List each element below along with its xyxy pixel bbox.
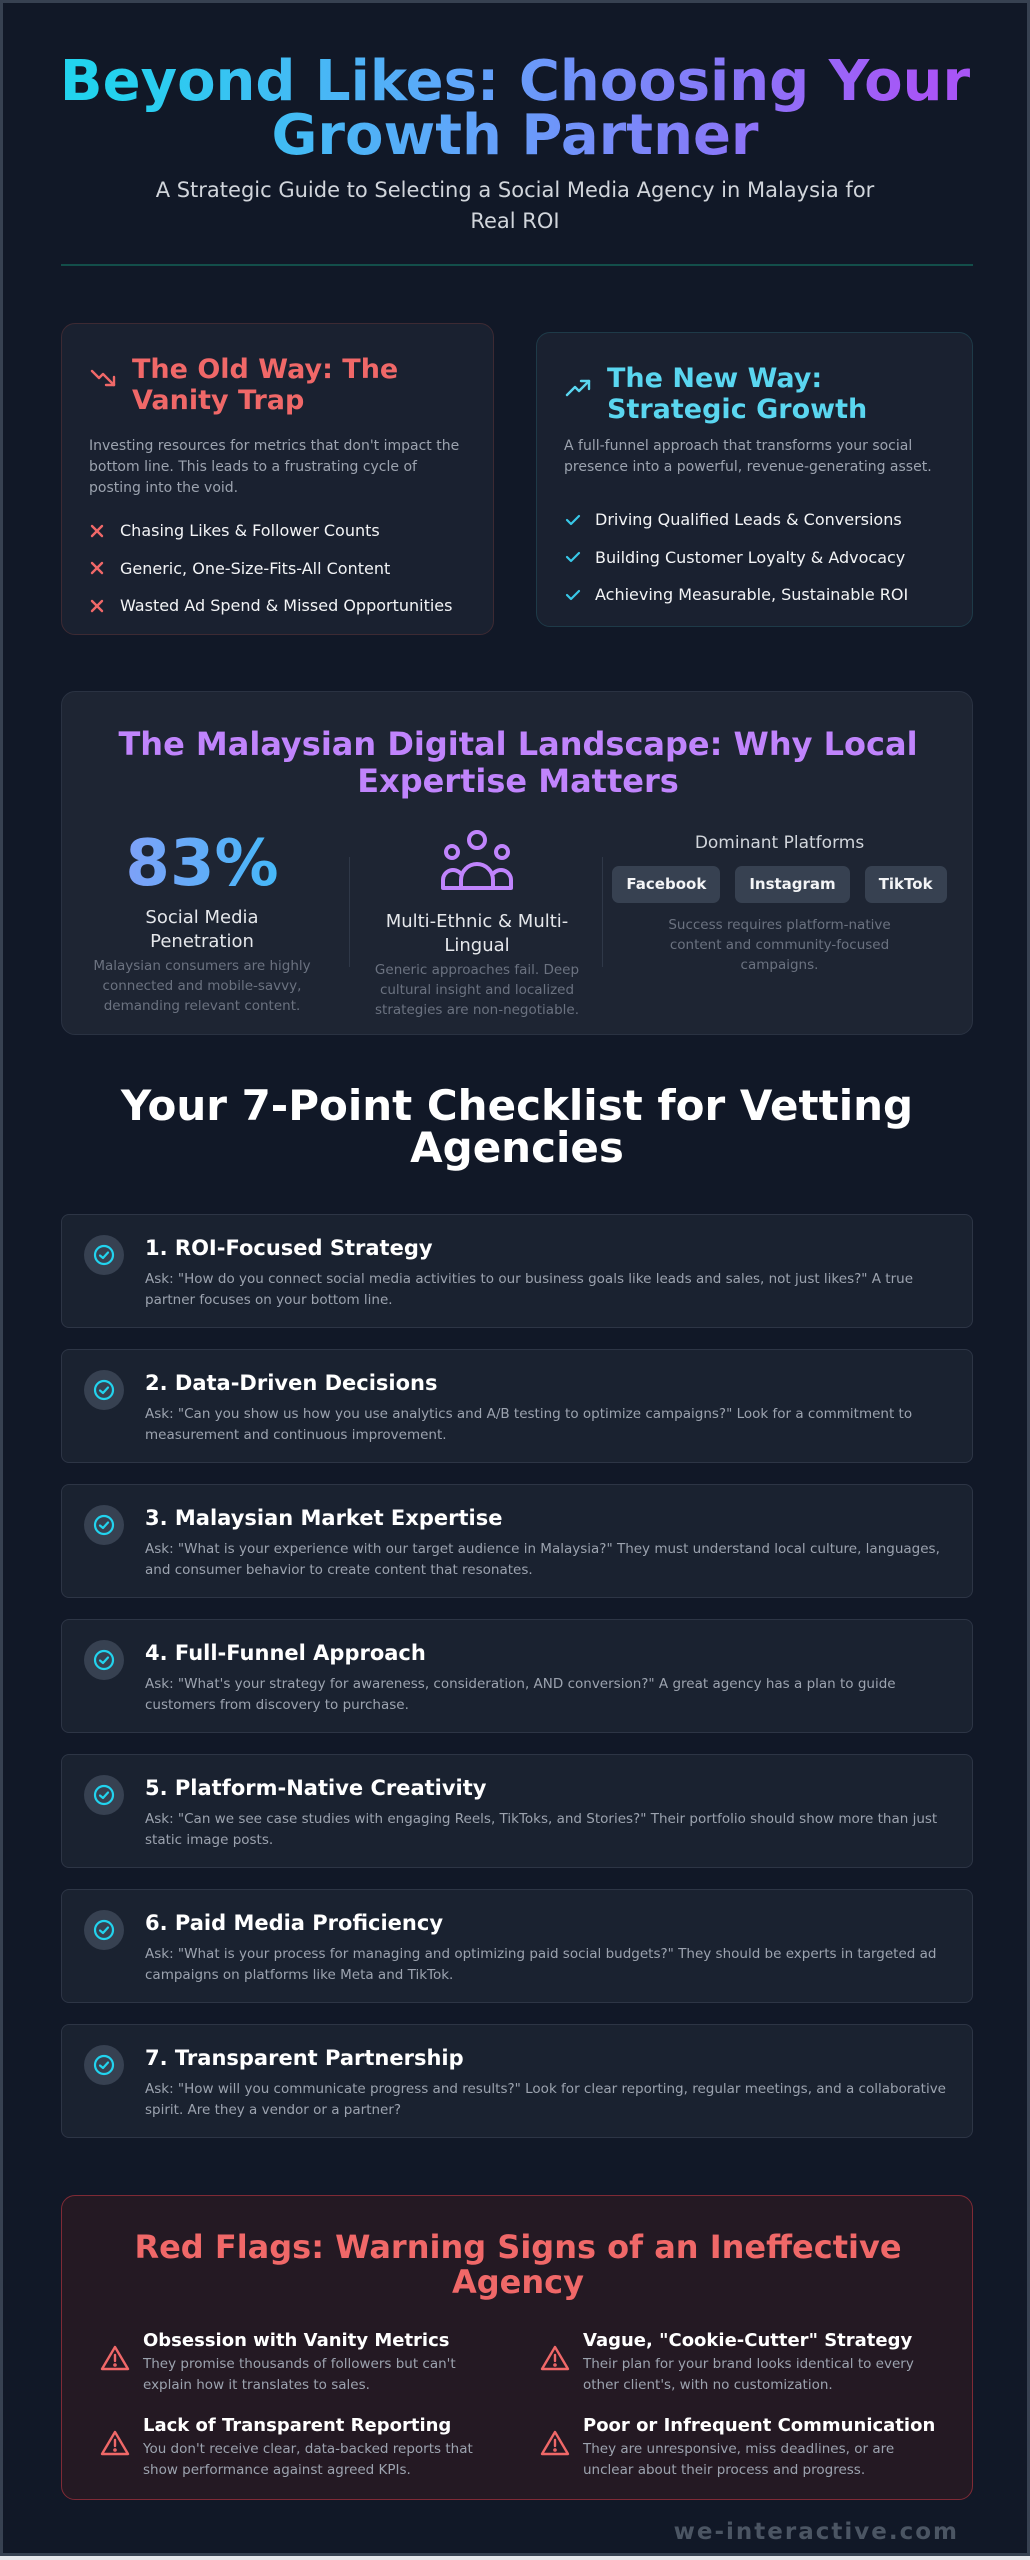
x-icon	[90, 561, 120, 575]
old-way-title: The Old Way: The Vanity Trap	[132, 354, 399, 416]
checklist-item-title: 1. ROI-Focused Strategy	[145, 1236, 433, 1260]
platforms-label: Dominant Platforms	[694, 833, 865, 853]
checklist-item-title: 7. Transparent Partnership	[145, 2046, 464, 2070]
checklist-title: Your 7-Point Checklist for Vetting Agencies	[120, 1081, 914, 1172]
red-flag-title: Poor or Infrequent Communication	[583, 2415, 936, 2436]
new-way-title: The New Way: Strategic Growth	[607, 363, 868, 425]
list-item: Achieving Measurable, Sustainable ROI	[565, 576, 908, 614]
check-circle-icon	[84, 1640, 124, 1680]
platform-badge-tiktok: TikTok	[865, 866, 947, 903]
check-circle-icon	[84, 1370, 124, 1410]
culture-label: Multi-Ethnic & Multi-Lingual	[385, 911, 569, 956]
red-flag-description: Their plan for your brand looks identical to every other client's, with no customization.	[583, 2356, 914, 2393]
old-way-description: Investing resources for metrics that don't impact the bottom line. This leads to a frustrating cycle of posting into the void.	[89, 438, 460, 496]
checklist-item	[61, 1349, 973, 1463]
checklist-item-title: 6. Paid Media Proficiency	[145, 1911, 444, 1935]
checklist-item-description: Ask: "How do you connect social media activities to our business goals like leads and sales, not just likes?" A true partner focuses on your bottom line.	[145, 1271, 914, 1308]
warning-icon	[100, 2344, 130, 2376]
checklist-item	[61, 1484, 973, 1598]
page-subtitle: A Strategic Guide to Selecting a Social Media Agency in Malaysia for Real ROI	[155, 178, 875, 233]
header-divider	[61, 264, 973, 266]
landscape-title: The Malaysian Digital Landscape: Why Local Expertise Matters	[118, 725, 918, 800]
malaysian-landscape-section	[61, 691, 973, 1035]
check-circle-icon	[84, 2045, 124, 2085]
platforms-stat	[607, 830, 952, 975]
checklist-item-title: 4. Full-Funnel Approach	[145, 1641, 426, 1665]
red-flag-description: They are unresponsive, miss deadlines, or are unclear about their process and progress.	[583, 2441, 895, 2478]
penetration-label: Social Media Penetration	[145, 907, 259, 952]
new-way-description: A full-funnel approach that transforms your social presence into a powerful, revenue-generating asset.	[564, 438, 932, 475]
checklist-item	[61, 1619, 973, 1733]
trending-up-icon	[565, 377, 595, 403]
check-circle-icon	[84, 1775, 124, 1815]
page-title-line-2: Growth Partner	[271, 103, 759, 168]
checklist-item	[61, 1889, 973, 2003]
checklist-item-description: Ask: "How will you communicate progress and results?" Look for clear reporting, regular meetings, and a collaborative spirit. Are they a vendor or a partner?	[145, 2081, 946, 2118]
culture-stat	[357, 830, 597, 1020]
list-item: Building Customer Loyalty & Advocacy	[565, 539, 908, 577]
new-way-list	[565, 501, 908, 614]
checklist-item-description: Ask: "What is your experience with our target audience in Malaysia?" They must understand local culture, languages, and consumer behavior to create content that resonates.	[145, 1541, 940, 1578]
checklist-item-title: 3. Malaysian Market Expertise	[145, 1506, 503, 1530]
penetration-description: Malaysian consumers are highly connected and mobile-savvy, demanding relevant content.	[93, 958, 311, 1014]
red-flags-section	[61, 2195, 973, 2500]
people-group-icon	[357, 830, 597, 898]
check-icon	[565, 513, 595, 527]
platform-badges	[607, 866, 952, 903]
warning-icon	[540, 2429, 570, 2461]
checklist-item	[61, 2024, 973, 2138]
platform-badge-instagram: Instagram	[735, 866, 849, 903]
red-flag-description: They promise thousands of followers but can't explain how it translates to sales.	[143, 2356, 456, 2393]
check-icon	[565, 588, 595, 602]
checklist-item	[61, 1214, 973, 1328]
list-item: Wasted Ad Spend & Missed Opportunities	[90, 587, 452, 625]
column-divider	[349, 857, 350, 967]
penetration-stat	[92, 827, 312, 1016]
check-circle-icon	[84, 1235, 124, 1275]
x-icon	[90, 524, 120, 538]
old-way-card	[61, 323, 494, 635]
red-flag-description: You don't receive clear, data-backed reports that show performance against agreed KPIs.	[143, 2441, 473, 2478]
platform-badge-facebook: Facebook	[612, 866, 720, 903]
page-title	[3, 49, 1027, 168]
brand-watermark: we-interactive.com	[673, 2519, 959, 2545]
trending-down-icon	[90, 368, 120, 394]
checklist-item-description: Ask: "What's your strategy for awareness, consideration, AND conversion?" A great agency has a plan to guide customers from discovery to purchase.	[145, 1676, 896, 1713]
page-title-line-1: Beyond Likes: Choosing Your	[59, 49, 971, 114]
checklist-item-description: Ask: "Can you show us how you use analytics and A/B testing to optimize campaigns?" Look for a commitment to measurement and continuous improvement.	[145, 1406, 913, 1443]
platforms-description: Success requires platform-native content and community-focused campaigns.	[668, 917, 891, 973]
red-flag-title: Vague, "Cookie-Cutter" Strategy	[583, 2330, 913, 2351]
x-icon	[90, 599, 120, 613]
checklist-item-title: 2. Data-Driven Decisions	[145, 1371, 438, 1395]
column-divider	[602, 857, 603, 967]
penetration-value: 83%	[92, 830, 312, 898]
list-item: Generic, One-Size-Fits-All Content	[90, 550, 452, 588]
red-flag-title: Obsession with Vanity Metrics	[143, 2330, 450, 2351]
red-flags-title: Red Flags: Warning Signs of an Ineffective Agency	[134, 2228, 902, 2301]
warning-icon	[540, 2344, 570, 2376]
checklist-item-description: Ask: "Can we see case studies with engaging Reels, TikToks, and Stories?" Their portfolio should show more than just static image posts.	[145, 1811, 938, 1848]
culture-description: Generic approaches fail. Deep cultural insight and localized strategies are non-negotiable.	[374, 962, 580, 1018]
check-icon	[565, 550, 595, 564]
checklist-item	[61, 1754, 973, 1868]
new-way-card	[536, 332, 973, 627]
check-circle-icon	[84, 1505, 124, 1545]
warning-icon	[100, 2429, 130, 2461]
check-circle-icon	[84, 1910, 124, 1950]
checklist-item-title: 5. Platform-Native Creativity	[145, 1776, 487, 1800]
red-flag-title: Lack of Transparent Reporting	[143, 2415, 452, 2436]
list-item: Chasing Likes & Follower Counts	[90, 512, 452, 550]
list-item: Driving Qualified Leads & Conversions	[565, 501, 908, 539]
checklist-item-description: Ask: "What is your process for managing and optimizing paid social budgets?" They should be experts in targeted ad campaigns on platforms like Meta and TikTok.	[145, 1946, 937, 1983]
old-way-list	[90, 512, 452, 625]
